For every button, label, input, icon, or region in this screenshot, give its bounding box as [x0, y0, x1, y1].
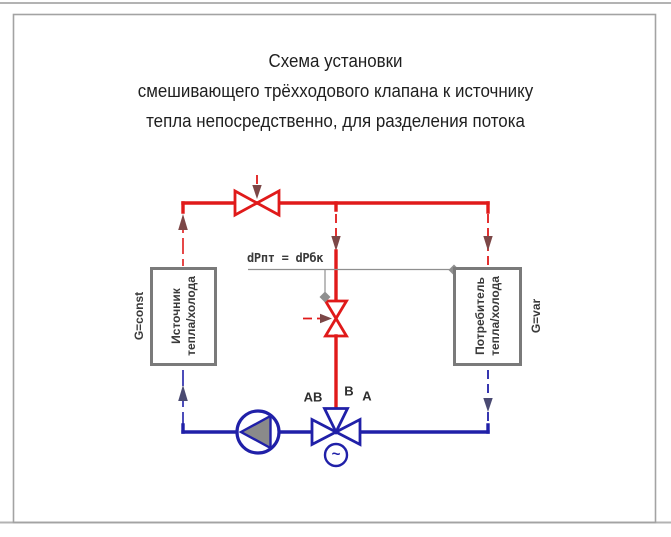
actuator-symbol: ~ — [331, 445, 341, 463]
title-line-1: Схема установки — [268, 51, 403, 71]
title-line-2: смешивающего трёхходового клапана к источнику — [137, 81, 534, 101]
port-label-b: B — [344, 383, 354, 399]
three-way-valve-icon — [312, 409, 360, 445]
source-flow-label: G=const — [132, 291, 146, 341]
source-box-label-line2: тепла/холода — [184, 276, 198, 356]
actuation-arrow-right-icon — [320, 314, 332, 324]
flow-arrow-down-icon — [483, 398, 492, 412]
impulse-lines — [248, 265, 460, 303]
flow-arrow-up-icon — [178, 214, 188, 230]
consumer-box-label-line2: тепла/холода — [488, 276, 502, 356]
pressure-equation-label: dPпт = dPбк — [247, 251, 324, 265]
consumer-box-label — [473, 276, 503, 356]
consumer-box-label-line1: Потребитель — [473, 277, 487, 355]
flow-arrow-down-icon — [331, 236, 340, 251]
source-box-label-line1: Источник — [169, 288, 183, 344]
flow-arrow-up-icon — [178, 385, 188, 401]
flow-arrow-down-icon — [483, 236, 492, 251]
port-label-a: A — [362, 388, 372, 404]
source-box-label — [169, 276, 199, 356]
page-title — [20, 46, 651, 136]
supply-circuit — [178, 175, 493, 410]
actuation-arrow-down-icon — [252, 185, 261, 199]
port-label-ab: AB — [303, 389, 323, 405]
consumer-flow-label: G=var — [529, 298, 543, 334]
title-line-3: тепла непосредственно, для разделения потока — [146, 111, 525, 131]
